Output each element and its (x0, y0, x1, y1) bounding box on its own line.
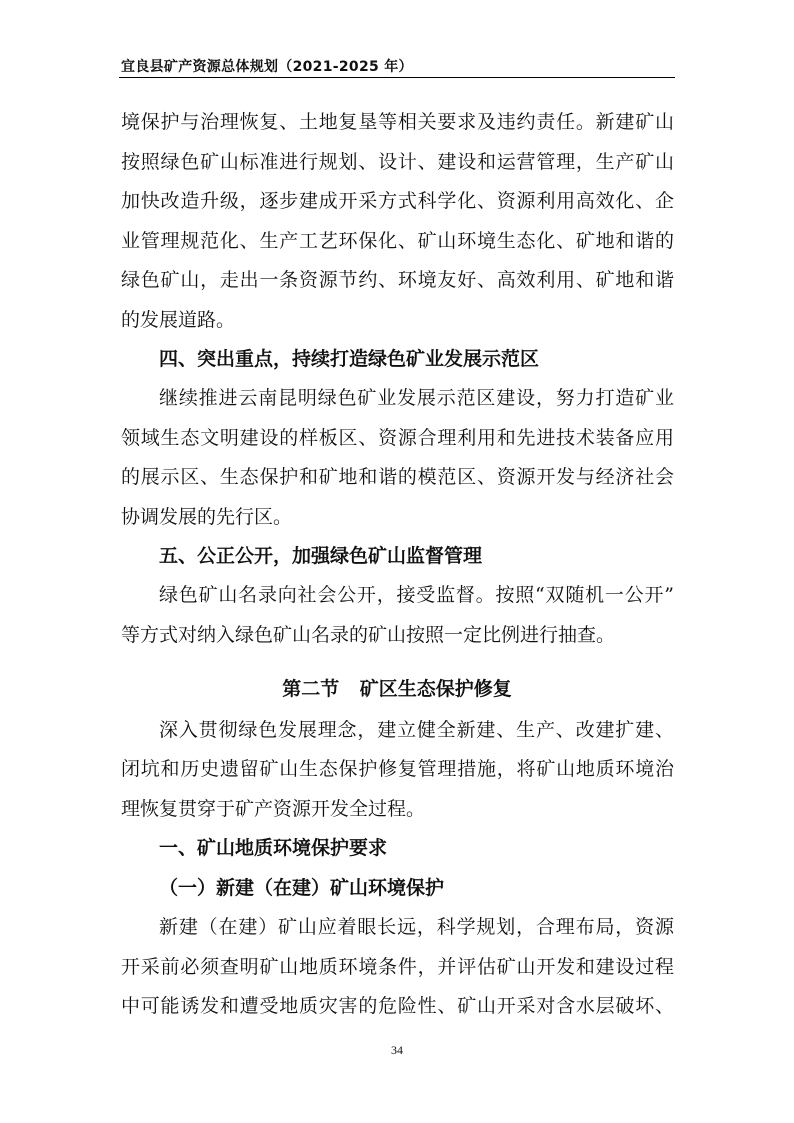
body-text-line: 的展示区、生态保护和矿地和谐的模范区、资源开发与经济社会 (121, 466, 674, 488)
body-text-line: 业管理规范化、生产工艺环保化、矿山环境生态化、矿地和谐的 (121, 230, 674, 252)
subsection-heading-5: 五、公正公开，加强绿色矿山监督管理 (159, 545, 483, 567)
body-text-line: 加快改造升级，逐步建成开采方式科学化、资源利用高效化、企 (121, 190, 674, 212)
body-text-line: 协调发展的先行区。 (121, 506, 293, 528)
body-text-line: 绿色矿山名录向社会公开，接受监督。按照“双随机一公开” (159, 584, 674, 606)
body-text-line: 开采前必须查明矿山地质环境条件，并评估矿山开发和建设过程 (121, 956, 674, 978)
body-text-line: 深入贯彻绿色发展理念，建立健全新建、生产、改建扩建、 (159, 719, 674, 741)
running-header-title: 宜良县矿产资源总体规划（2021-2025 年） (121, 59, 413, 75)
header-divider (119, 77, 675, 78)
section-title: 第二节 矿区生态保护修复 (282, 678, 512, 700)
body-text-line: 中可能诱发和遭受地质灾害的危险性、矿山开采对含水层破坏、 (121, 995, 674, 1017)
body-text-line: 等方式对纳入绿色矿山名录的矿山按照一定比例进行抽查。 (121, 624, 616, 646)
body-text-line: 理恢复贯穿于矿产资源开发全过程。 (121, 798, 426, 820)
subsection-heading-1: 一、矿山地质环境保护要求 (159, 837, 388, 859)
subsubsection-heading-1-1: （一）新建（在建）矿山环境保护 (159, 877, 445, 899)
body-text-line: 领域生态文明建设的样板区、资源合理利用和先进技术装备应用 (121, 427, 674, 449)
page-number: 34 (391, 1043, 403, 1057)
body-text-line: 新建（在建）矿山应着眼长远，科学规划，合理布局，资源 (159, 916, 674, 938)
body-text-line: 继续推进云南昆明绿色矿业发展示范区建设，努力打造矿业 (159, 387, 674, 409)
body-text-line: 闭坑和历史遗留矿山生态保护修复管理措施，将矿山地质环境治 (121, 758, 674, 780)
body-text-line: 绿色矿山，走出一条资源节约、环境友好、高效利用、矿地和谐 (121, 269, 674, 291)
body-text-line: 的发展道路。 (121, 309, 236, 331)
body-text-line: 境保护与治理恢复、土地复垦等相关要求及违约责任。新建矿山 (121, 111, 674, 133)
subsection-heading-4: 四、突出重点，持续打造绿色矿业发展示范区 (159, 348, 540, 370)
body-text-line: 按照绿色矿山标准进行规划、设计、建设和运营管理，生产矿山 (121, 151, 674, 173)
